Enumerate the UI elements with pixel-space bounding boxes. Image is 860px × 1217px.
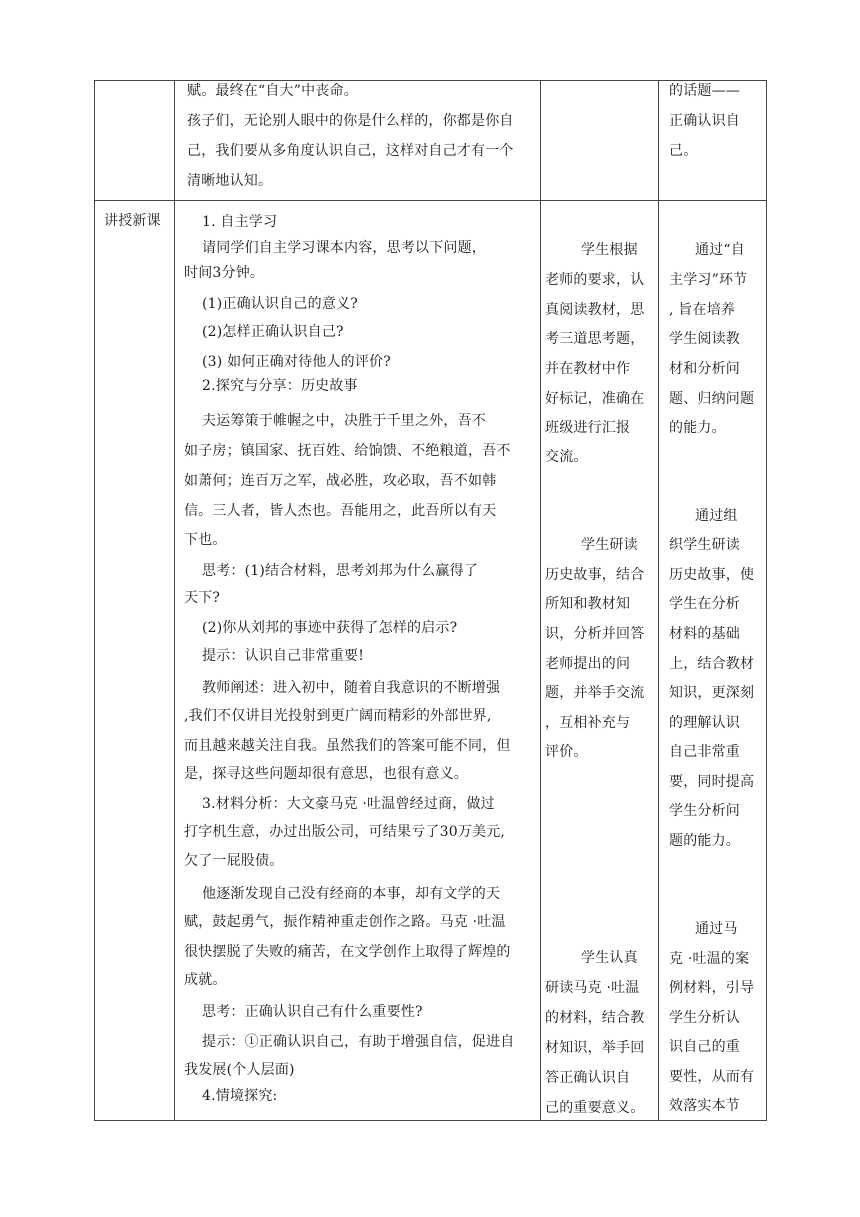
intent-line: 通过组 [695, 508, 738, 524]
activity-line: 老师的要求，认 [545, 272, 645, 288]
content-line: ,我们不仅讲目光投射到更广阔而精彩的外部世界, [184, 708, 492, 724]
content-line: 2.探究与分享：历史故事 [202, 378, 358, 394]
intent-line: 要性，从而有 [669, 1069, 755, 1085]
teaching-content-cell [175, 201, 541, 1121]
activity-line: 并在教材中作 [545, 361, 631, 377]
content-line: 欠了一屁股债。 [184, 853, 284, 869]
content-line: 提示：认识自己非常重要! [202, 648, 365, 664]
intent-line: 学生分析问 [669, 803, 740, 819]
content-line: 提示：①正确认识自己，有助于增强自信，促进自 [202, 1034, 515, 1050]
activity-line: ，互相补充与 [545, 715, 631, 731]
activity-line: 老师提出的问 [545, 656, 631, 672]
intent-line: , 旨在培养 [669, 302, 736, 318]
table-row [95, 201, 767, 1121]
content-line: 教师阐述：进入初中，随着自我意识的不断增强 [202, 680, 501, 696]
design-intent-cell [659, 81, 767, 201]
intent-line: 要，同时提高 [669, 774, 755, 790]
student-activity-cell [541, 201, 659, 1121]
lesson-plan-table [94, 80, 767, 1121]
activity-line: 考三道思考题， [545, 331, 645, 347]
content-line: 打字机生意，办过出版公司，可结果亏了30万美元, [184, 824, 506, 840]
activity-line: 交流。 [545, 449, 588, 465]
content-line: 信。三人者，皆人杰也。吾能用之，此吾所以有天 [184, 503, 497, 519]
intent-line: 己。 [669, 143, 698, 159]
activity-line: 学生研读 [581, 537, 638, 553]
content-line: 思考：正确认识自己有什么重要性? [202, 1004, 423, 1020]
content-line: 是，探寻这些问题却很有意思，也很有意义。 [184, 766, 468, 782]
content-line: (2)怎样正确认识自己? [202, 324, 344, 340]
section-cell-empty [95, 81, 175, 201]
intent-line: 题的能力。 [669, 833, 740, 849]
content-line: 他逐渐发现自己没有经商的本事，却有文学的天 [202, 886, 501, 902]
student-activity-cell-empty [541, 81, 659, 201]
intent-line: 克 ·吐温的案 [669, 951, 750, 967]
content-line: 我发展(个人层面) [184, 1062, 295, 1078]
intent-line: 学生分析认 [669, 1010, 740, 1026]
intent-line: 材料的基础 [669, 626, 740, 642]
content-line: 孩子们，无论别人眼中的你是什么样的，你都是你自 [187, 113, 514, 129]
content-line: 赋，鼓起勇气，振作精神重走创作之路。马克 ·吐温 [184, 914, 506, 930]
intent-line: 上，结合教材 [669, 656, 755, 672]
section-label: 讲授新课 [104, 213, 161, 229]
content-line: 很快摆脱了失败的痛苦，在文学创作上取得了辉煌的 [184, 944, 511, 960]
activity-line: 材知识，举手回 [545, 1040, 645, 1056]
activity-line: 的材料，结合教 [545, 1010, 645, 1026]
intent-line: 主学习”环节 [669, 272, 748, 288]
intent-line: 的理解认识 [669, 715, 740, 731]
intent-line: 识自己的重 [669, 1039, 740, 1055]
intent-line: 学生阅读教 [669, 331, 740, 347]
activity-line: 评价。 [545, 744, 588, 760]
intent-line: 织学生研读 [669, 537, 740, 553]
content-line: 夫运筹策于帷幄之中，决胜于千里之外，吾不 [202, 413, 486, 429]
content-line: 时间3分钟。 [184, 265, 265, 281]
content-line: (2)你从刘邦的事迹中获得了怎样的启示? [202, 620, 458, 636]
section-label-cell [95, 201, 175, 1121]
intent-line: 历史故事，使 [669, 567, 755, 583]
activity-line: 真阅读教材，思 [545, 302, 645, 318]
intent-line: 自己非常重 [669, 744, 740, 760]
content-line: 成就。 [184, 972, 227, 988]
activity-line: 历史故事，结合 [545, 567, 645, 583]
intent-line: 的话题—— [669, 83, 740, 99]
content-line: 清晰地认知。 [187, 173, 273, 189]
content-line: 如子房；镇国家、抚百姓、给饷馈、不绝粮道，吾不 [184, 443, 511, 459]
content-line: (3) 如何正确对待他人的评价? [202, 354, 391, 370]
intent-line: 通过马 [695, 921, 738, 937]
activity-line: 学生认真 [581, 950, 638, 966]
activity-line: 研读马克 ·吐温 [545, 980, 640, 996]
activity-line: 答正确认识自 [545, 1070, 631, 1086]
intent-line: 正确认识自 [669, 113, 740, 129]
intent-line: 效落实本节 [669, 1098, 740, 1114]
teaching-content-cell [175, 81, 541, 201]
content-line: 4.情境探究: [202, 1088, 278, 1104]
activity-line: 题，并举手交流 [545, 685, 645, 701]
intent-line: 例材料，引导 [669, 980, 755, 996]
activity-line: 好标记，准确在 [545, 391, 645, 407]
intent-line: 的能力。 [669, 420, 726, 436]
intent-line: 通过“自 [695, 242, 745, 258]
activity-line: 学生根据 [581, 242, 638, 258]
table-row [95, 81, 767, 201]
content-line: 请同学们自主学习课本内容，思考以下问题， [202, 240, 486, 256]
content-line: 下也。 [184, 532, 227, 548]
content-line: 3.材料分析：大文豪马克 ·吐温曾经过商，做过 [202, 796, 495, 812]
activity-line: 班级进行汇报 [545, 420, 631, 436]
content-line: 如萧何；连百万之军，战必胜，攻必取，吾不如韩 [184, 473, 497, 489]
content-line: 天下? [184, 590, 221, 606]
intent-line: 题、归纳问题 [669, 391, 755, 407]
content-line: 赋。最终在“自大”中丧命。 [187, 83, 358, 99]
content-line: 1. 自主学习 [202, 214, 278, 230]
intent-line: 材和分析问 [669, 361, 740, 377]
activity-line: 己的重要意义。 [545, 1100, 645, 1116]
content-line: (1)正确认识自己的意义? [202, 296, 358, 312]
content-line: 而且越来越关注自我。虽然我们的答案可能不同，但 [184, 738, 511, 754]
design-intent-cell [659, 201, 767, 1121]
activity-line: 识，分析并回答 [545, 626, 645, 642]
intent-line: 学生在分析 [669, 596, 740, 612]
intent-line: 知识，更深刻 [669, 685, 755, 701]
activity-line: 所知和教材知 [545, 596, 631, 612]
content-line: 己，我们要从多角度认识自己，这样对自己才有一个 [187, 143, 514, 159]
content-line: 思考：(1)结合材料，思考刘邦为什么赢得了 [202, 563, 479, 579]
